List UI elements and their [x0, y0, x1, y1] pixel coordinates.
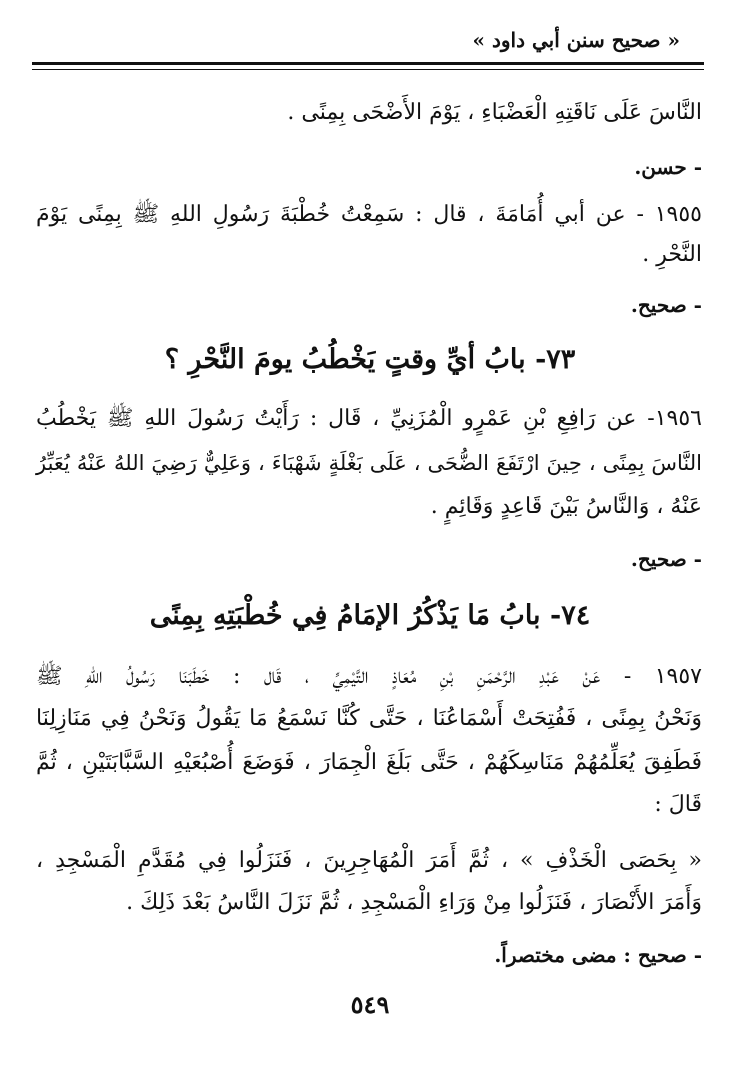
page-number: ٥٤٩ — [350, 990, 390, 1019]
hadith-1955-grade: - صحيح. — [630, 293, 702, 317]
hadith-1956-grade: - صحيح. — [630, 547, 702, 571]
hadith-1957-text-line: وَأَمَرَ الأَنْصَارَ ، فَنَزَلُوا مِنْ وَرَاءِ الْمَسْجِدِ ، ثُمَّ نَزَلَ النَّاسُ بَعْدَ ذَلِكَ . — [126, 890, 702, 915]
hadith-1956-text-line: عَنْهُ ، وَالنَّاسُ بَيْنَ قَاعِدٍ وَقَائِمٍ . — [430, 494, 702, 519]
hadith-1955-text-line: ١٩٥٥ - عن أبي أُمَامَةَ ، قال : سَمِعْتُ خُطْبَةَ رَسُولِ اللهِ ﷺ بِمِنًى يَوْمَ — [36, 202, 702, 227]
hadith-1957-text-line: قَالَ : — [654, 792, 702, 817]
running-header: « صحيح سنن أبي داود » — [472, 28, 680, 52]
hadith-1954-grade: - حسن. — [634, 155, 702, 179]
header-rule-thick — [32, 62, 704, 65]
hadith-1954-text-line: النَّاسَ عَلَى نَاقَتِهِ الْعَضْبَاءِ ، يَوْمَ الأَضْحَى بِمِنًى . — [287, 100, 702, 125]
hadith-1957-text-line: « بِحَصَى الْخَذْفِ » ، ثُمَّ أَمَرَ الْمُهَاجِرِينَ ، فَنَزَلُوا فِي مُقَدَّمِ الْمَسْجِدِ ، — [36, 848, 702, 873]
header-rule-thin — [32, 69, 704, 70]
hadith-1956-text-line: النَّاسَ بِمِنًى ، حِينَ ارْتَفَعَ الضُّحَى ، عَلَى بَغْلَةٍ شَهْبَاءَ ، وَعَلِيٌّ رَضِيَ اللهُ عَنْهُ يُعَبِّرُ — [36, 451, 702, 475]
chapter-heading-73: ٧٣- بابُ أيِّ وقتٍ يَخْطُبُ يومَ النَّحْرِ ؟ — [164, 344, 576, 375]
hadith-1957-text-line: فَطَفِقَ يُعَلِّمُهُمْ مَنَاسِكَهُمْ ، حَتَّى بَلَغَ الْجِمَارَ ، فَوَضَعَ أُصْبُعَيْهِ السَّبَّابَتَيْنِ ، ثُمَّ — [36, 750, 702, 775]
hadith-1957-text-line: ١٩٥٧ - عَنْ عَبْدِ الرَّحْمَنِ بْنِ مُعَاذٍ التَّيْمِيِّ ، قَال : خَطَبَنَا رَسُولُ اللهِ ﷺ — [36, 664, 702, 689]
hadith-1955-text-line: النَّحْرِ . — [642, 242, 702, 267]
hadith-1956-text-line: ١٩٥٦- عن رَافِعِ بْنِ عَمْرٍو الْمُزَنِيِّ ، قَال : رَأَيْتُ رَسُولَ اللهِ ﷺ يَخْطُبُ — [36, 406, 702, 431]
hadith-1957-grade: - صحيح : مضى مختصراً. — [494, 943, 702, 967]
hadith-1957-text-line: وَنَحْنُ بِمِنًى ، فَفُتِحَتْ أَسْمَاعُنَا ، حَتَّى كُنَّا نَسْمَعُ مَا يَقُولُ وَنَحْنُ فِي مَنَازِلِنَا — [36, 706, 702, 731]
chapter-heading-74: ٧٤- بابُ مَا يَذْكُرُ الإمَامُ فِي خُطْبَتِهِ بِمِنًى — [149, 600, 591, 631]
